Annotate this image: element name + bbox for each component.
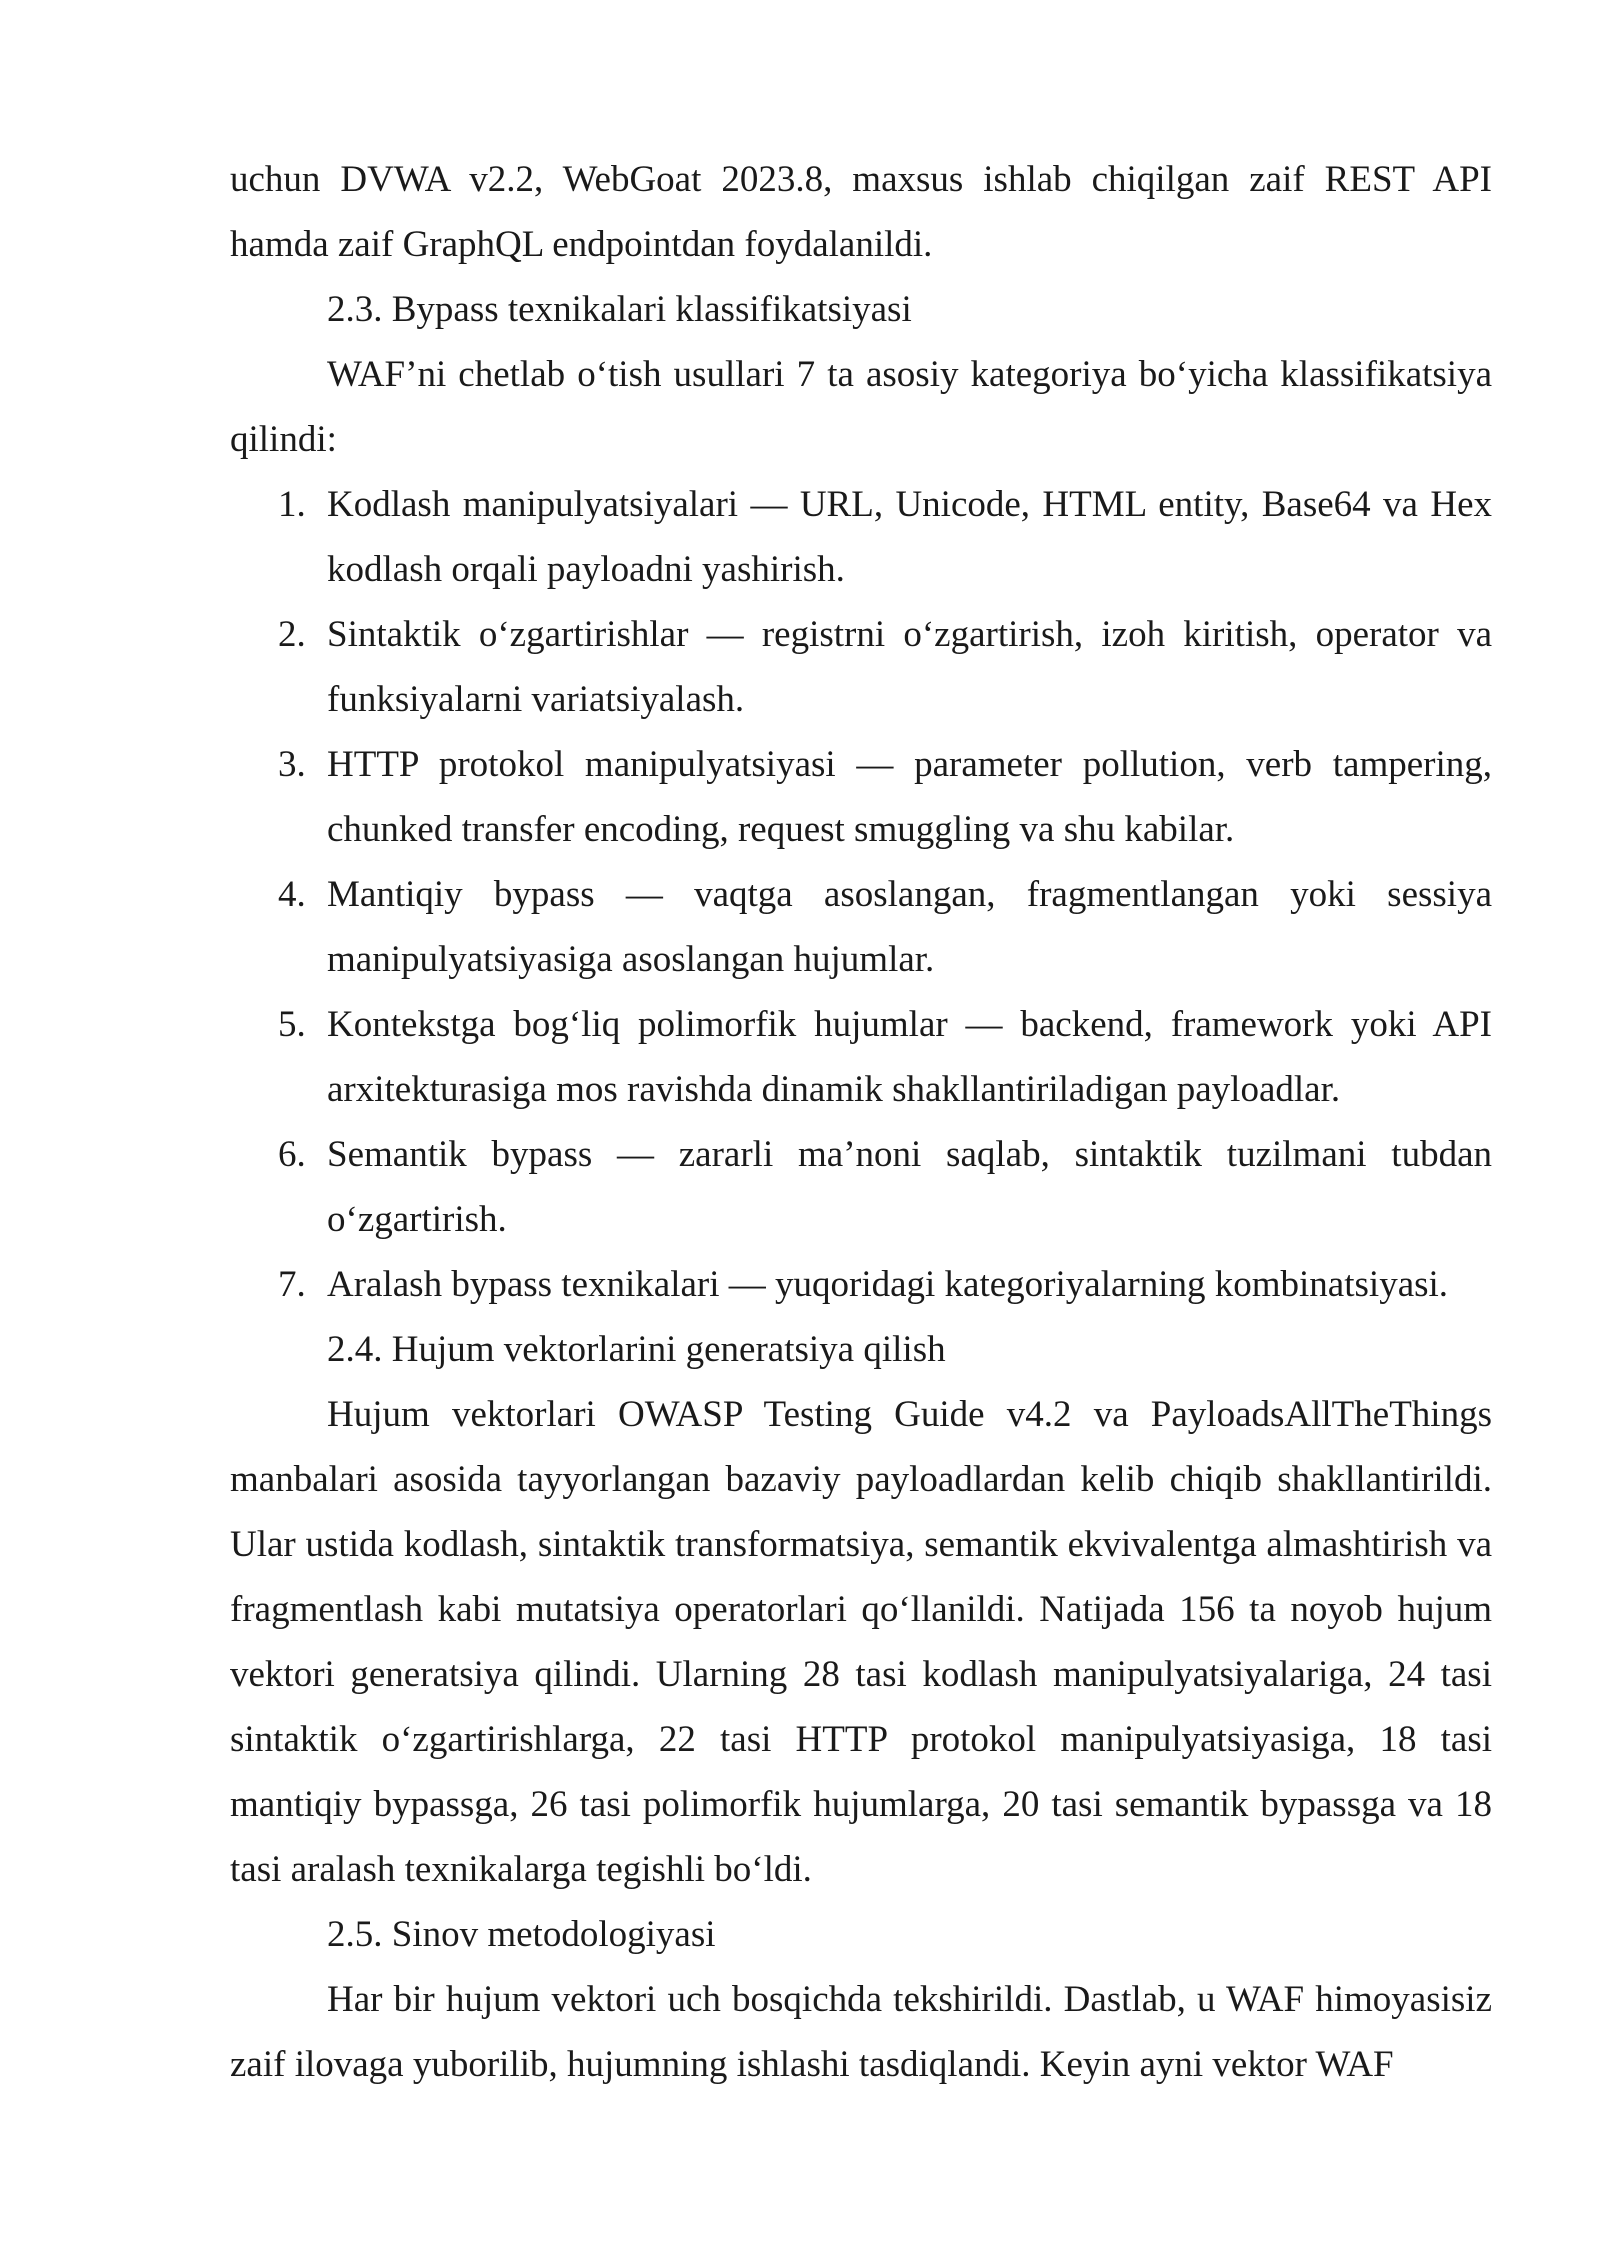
- list-item-text: Aralash bypass texnikalari — yuqoridagi kategoriyalarning kombinatsiyasi.: [327, 1264, 1449, 1305]
- list-item: [230, 1252, 1492, 1317]
- list-item: [230, 992, 1492, 1122]
- section-2-3-heading: 2.3. Bypass texnikalari klassifikatsiyasi: [327, 289, 912, 330]
- list-item: [230, 602, 1492, 732]
- list-item-number: 5.: [278, 1004, 306, 1045]
- section-2-3-paragraph: WAF’ni chetlab o‘tish usullari 7 ta asosiy kategoriya bo‘yicha klassifikatsiya qilindi:: [230, 354, 1492, 460]
- list-item-text: Semantik bypass — zararli ma’noni saqlab, sintaktik tuzilmani tubdan o‘zgartirish.: [327, 1134, 1492, 1240]
- section-2-4-heading: 2.4. Hujum vektorlarini generatsiya qilish: [327, 1329, 946, 1370]
- list-item-text: Mantiqiy bypass — vaqtga asoslangan, fragmentlangan yoki sessiya manipulyatsiyasiga asoslangan hujumlar.: [327, 874, 1492, 980]
- list-item-text: HTTP protokol manipulyatsiyasi — parameter pollution, verb tampering, chunked transfer encoding, request smuggling va shu kabilar.: [327, 744, 1492, 850]
- list-item-number: 2.: [278, 614, 306, 655]
- list-item-number: 7.: [278, 1264, 306, 1305]
- list-item-number: 4.: [278, 874, 306, 915]
- list-item-text: Kodlash manipulyatsiyalari — URL, Unicode, HTML entity, Base64 va Hex kodlash orqali payloadni yashirish.: [327, 484, 1492, 590]
- list-item-number: 1.: [278, 484, 306, 525]
- list-item-number: 3.: [278, 744, 306, 785]
- section-2-5-heading: 2.5. Sinov metodologiyasi: [327, 1914, 716, 1955]
- list-item-number: 6.: [278, 1134, 306, 1175]
- list-item-text: Kontekstga bog‘liq polimorfik hujumlar — backend, framework yoki API arxitekturasiga mos ravishda dinamik shakllantiriladigan payloadlar.: [327, 1004, 1492, 1110]
- list-item: [230, 732, 1492, 862]
- intro-continuation-paragraph: uchun DVWA v2.2, WebGoat 2023.8, maxsus ishlab chiqilgan zaif REST API hamda zaif GraphQL endpointdan foydalanildi.: [230, 159, 1492, 265]
- list-item: [230, 472, 1492, 602]
- document-page: [230, 147, 1492, 2097]
- section-2-4-paragraph: Hujum vektorlari OWASP Testing Guide v4.2 va PayloadsAllTheThings manbalari asosida tayyorlangan bazaviy payloadlardan kelib chiqib shakllantirildi. Ular ustida kodlash, sintaktik transformatsiya, semantik ekvivalentga almashtirish va fragmentlash kabi mutatsiya operatorlari qo‘llanildi. Natijada 156 ta noyob hujum vektori generatsiya qilindi. Ularning 28 tasi kodlash manipulyatsiyalariga, 24 tasi sintaktik o‘zgartirishlarga, 22 tasi HTTP protokol manipulyatsiyasiga, 18 tasi mantiqiy bypassga, 26 tasi polimorfik hujumlarga, 20 tasi semantik bypassga va 18 tasi aralash texnikalarga tegishli bo‘ldi.: [230, 1394, 1492, 1890]
- section-2-5-paragraph: Har bir hujum vektori uch bosqichda tekshirildi. Dastlab, u WAF himoyasisiz zaif ilovaga yuborilib, hujumning ishlashi tasdiqlandi. Keyin ayni vektor WAF: [230, 1979, 1492, 2085]
- list-item: [230, 862, 1492, 992]
- bypass-classification-list: [230, 472, 1492, 1317]
- list-item: [230, 1122, 1492, 1252]
- list-item-text: Sintaktik o‘zgartirishlar — registrni o‘zgartirish, izoh kiritish, operator va funksiyalarni variatsiyalash.: [327, 614, 1492, 720]
